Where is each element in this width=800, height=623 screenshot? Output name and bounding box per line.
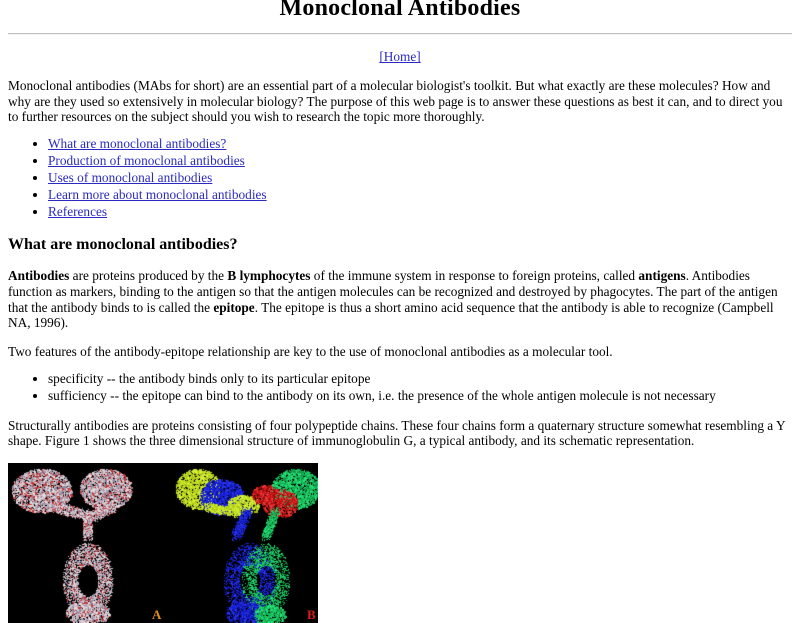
- definition-text-2: of the immune system in response to foreign proteins, called: [310, 268, 639, 284]
- home-link[interactable]: [Home]: [379, 49, 421, 65]
- header-divider: [8, 33, 792, 35]
- list-item: [48, 153, 792, 170]
- term-antigens: antigens: [638, 268, 686, 284]
- section-heading-what-are: What are monoclonal antibodies?: [8, 236, 238, 254]
- term-b-lymphocytes: B lymphocytes: [227, 268, 311, 284]
- term-epitope: epitope: [213, 299, 255, 315]
- molecular-structure-image: [8, 463, 318, 623]
- section-paragraph-two-features: Two features of the antibody-epitope relationship are key to the use of monoclonal antibodies as a molecular tool.: [8, 344, 613, 360]
- definition-text-4: . The epitope is thus a short amino acid sequence that the antibody is able to recognize (Campbell NA, 1996).: [8, 299, 774, 331]
- toc-link-learn-more[interactable]: Learn more about monoclonal antibodies: [48, 186, 267, 202]
- definition-text-3: . Antibodies function as markers, binding to the antigen so that the antigen molecules can be recognized and destroyed by phagocytes. The part of the antigen that the antibody binds to is called the: [8, 268, 778, 315]
- feature-list: [8, 371, 792, 405]
- toc-link-production[interactable]: Production of monoclonal antibodies: [48, 152, 245, 168]
- table-of-contents: [8, 136, 792, 220]
- term-antibodies: Antibodies: [8, 268, 70, 284]
- list-item: [48, 170, 792, 187]
- section-paragraph-definition: [8, 268, 792, 331]
- page-title: Monoclonal Antibodies: [279, 0, 521, 21]
- toc-link-references[interactable]: References: [48, 203, 108, 219]
- list-item: • sufficiency -- the epitope can bind to the antibody on its own, i.e. the presence of the whole antigen molecule is not necessary: [48, 388, 792, 405]
- list-item: [48, 136, 792, 153]
- figure-label-b: B: [307, 606, 316, 622]
- figure-1-wrapper: [8, 463, 792, 623]
- figure-label-a: A: [152, 606, 162, 622]
- list-item: [48, 204, 792, 221]
- figure-1-antibody-structure: [8, 463, 318, 623]
- toc-link-uses[interactable]: Uses of monoclonal antibodies: [48, 169, 213, 185]
- definition-text-1: are proteins produced by the: [69, 268, 228, 284]
- home-link-row: [8, 49, 792, 65]
- intro-paragraph: Monoclonal antibodies (MAbs for short) are an essential part of a molecular biologist's toolkit. But what exactly are these molecules? How and why are they used so extensively in molecular biology? The purpose of this web page is to answer these questions as best it can, and to direct you to further resources on the subject should you wish to research the topic more thoroughly.: [8, 78, 783, 125]
- toc-link-what-are[interactable]: What are monoclonal antibodies?: [48, 136, 227, 152]
- list-item: • specificity -- the antibody binds only to its particular epitope: [48, 371, 792, 388]
- list-item: [48, 187, 792, 204]
- section-paragraph-structure: Structurally antibodies are proteins consisting of four polypeptide chains. These four chains form a quaternary structure somewhat resembling a Y shape. Figure 1 shows the three dimensional structure of immunoglobulin G, a typical antibody, and its schematic representation.: [8, 417, 786, 449]
